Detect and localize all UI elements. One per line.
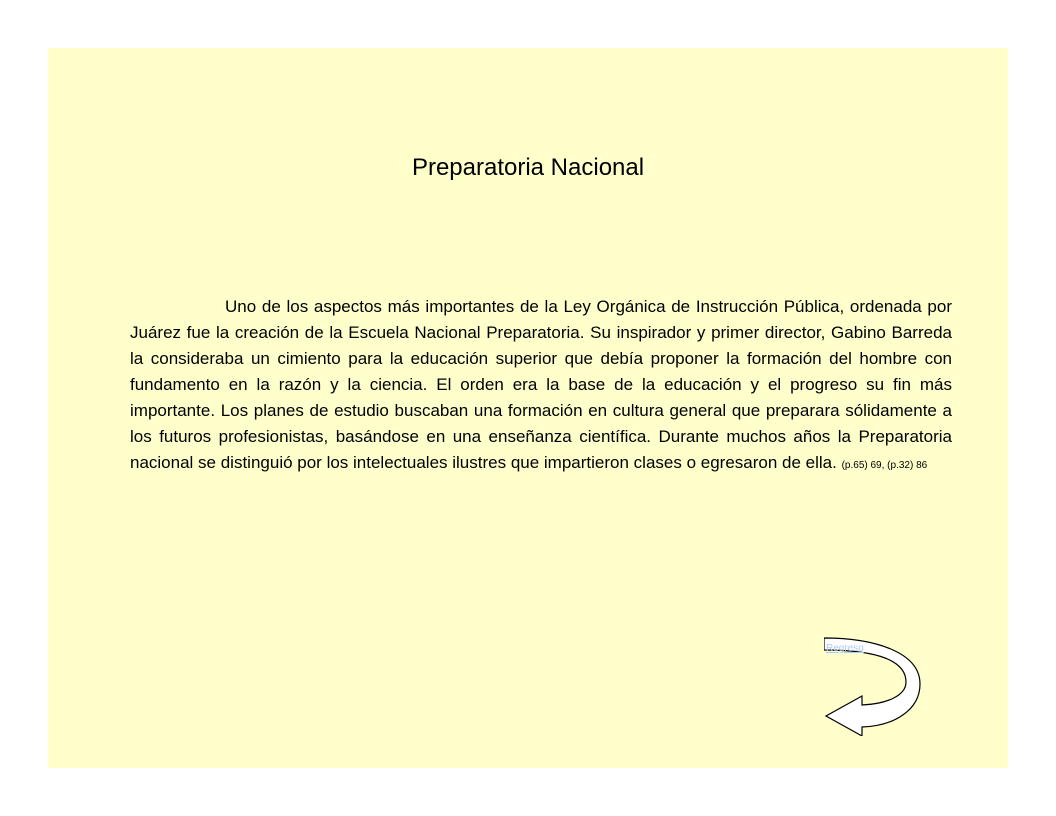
return-button[interactable]	[824, 636, 924, 736]
page-title: Preparatoria Nacional	[411, 154, 645, 181]
return-link[interactable]: Regreso	[826, 643, 864, 654]
body-text: Uno de los aspectos más importantes de la Ley Orgánica de Instrucción Pública, ordenada por Juárez fue la creación de la Escuela Nacional Preparatoria. Su inspirador y primer director, Gabino Barreda la consideraba un cimiento para la educación superior que debía proponer la formación del hombre con fundamento en la razón y la ciencia. El orden era la base de la educación y el progreso su fin más importante. Los planes de estudio buscaban una formación en cultura general que preparara sólidamente a los futuros profesionistas, basándose en una enseñanza científica. Durante muchos años la Preparatoria nacional se distinguió por los intelectuales ilustres que impartieron clases o egresaron de ella.	[130, 297, 952, 472]
body-paragraph	[130, 294, 952, 479]
slide	[48, 48, 1008, 768]
citation: (p.65) 69, (p.32) 86	[841, 460, 928, 471]
